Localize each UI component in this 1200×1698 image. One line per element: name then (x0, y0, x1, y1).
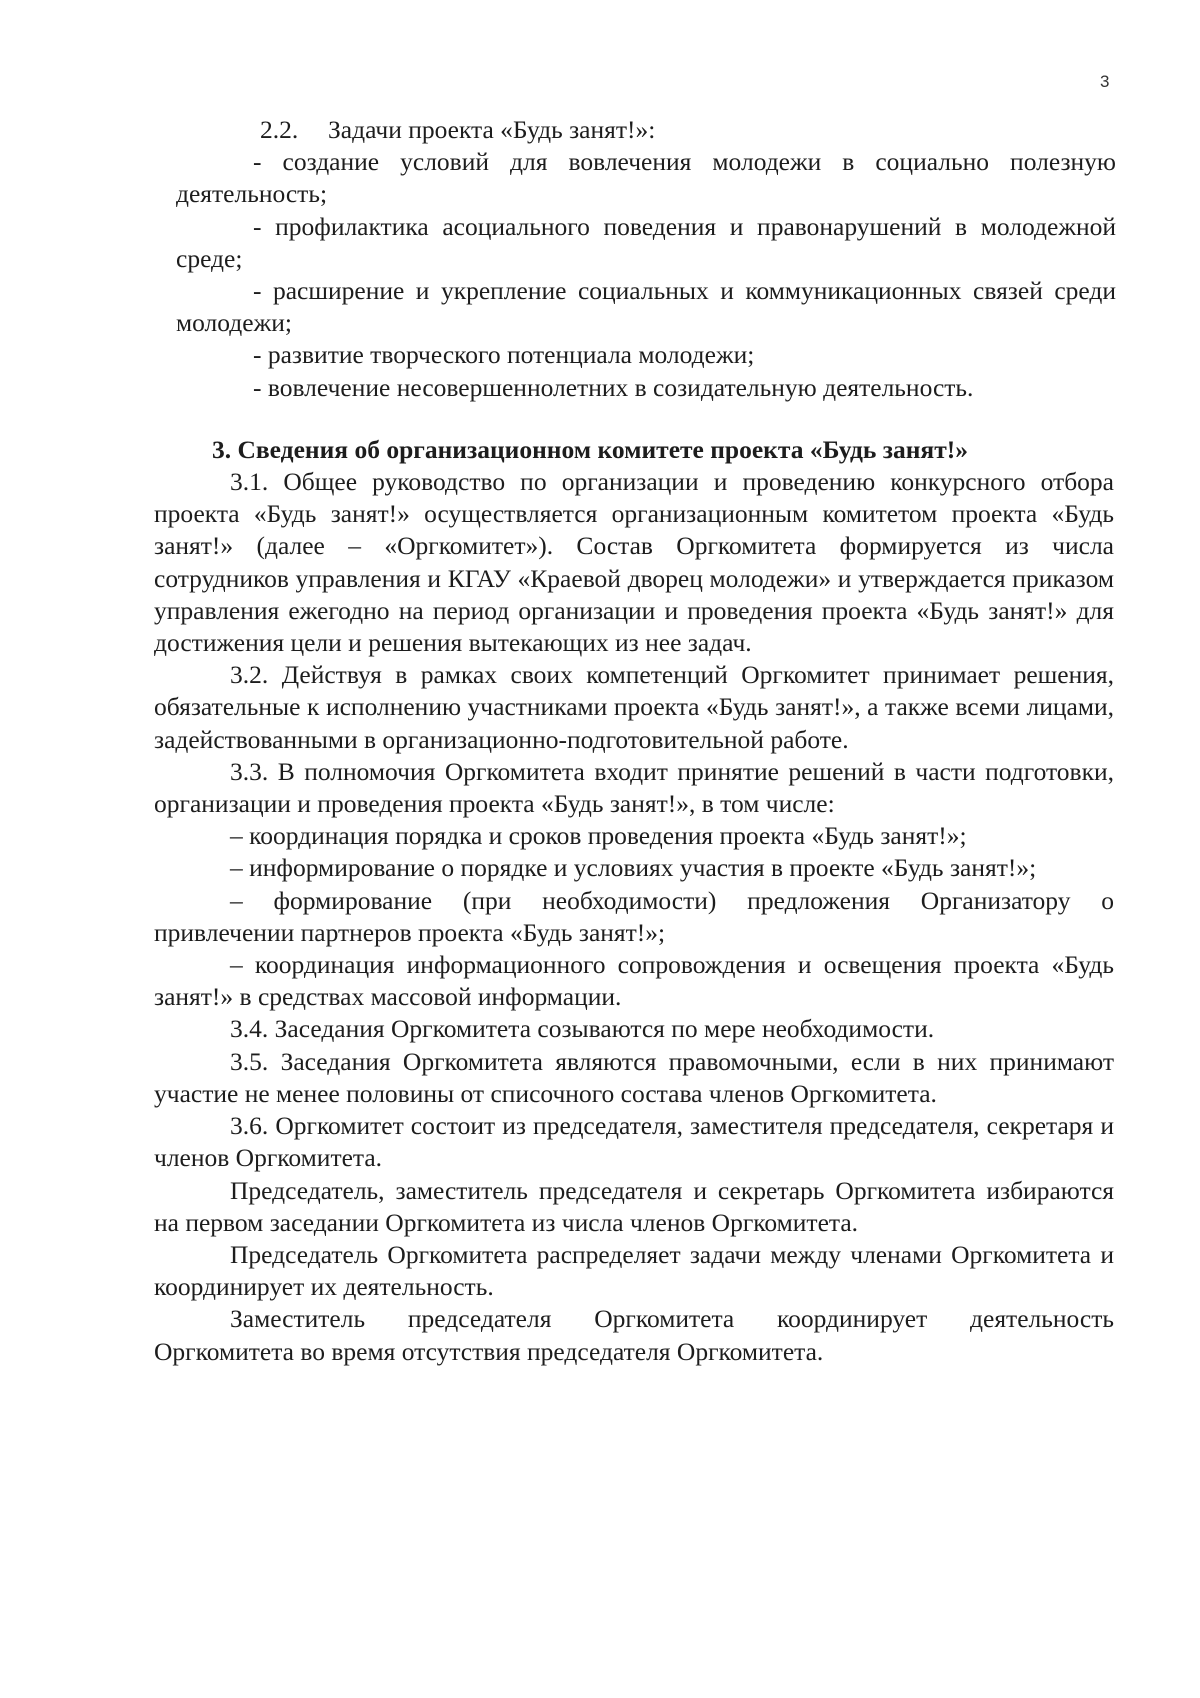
paragraph-chair-election: Председатель, заместитель председателя и секретарь Оргкомитета избираются на первом заседании Оргкомитета из числа членов Оргкомитета. (154, 1175, 1114, 1237)
paragraph-3-1: 3.1. Общее руководство по организации и проведению конкурсного отбора проекта «Будь занят!» осуществляется организационным комитетом проекта «Будь занят!» (далее – «Оргкомитет»). Состав Оргкомитета формируется из числа сотрудников управления и КГАУ «Краевой дворец молодежи» и утверждается приказом управления ежегодно на период организации и проведения проекта «Будь занят!» для достижения цели и решения вытекающих из нее задач. (154, 467, 1114, 658)
page-number: 3 (1100, 72, 1110, 91)
paragraph-chair-tasks: Председатель Оргкомитета распределяет задачи между членами Оргкомитета и координирует их деятельность. (154, 1239, 1114, 1302)
task-item-2: - профилактика асоциального поведения и правонарушений в молодежной среде; (176, 211, 1116, 273)
paragraph-3-5: 3.5. Заседания Оргкомитета являются правомочными, если в них принимают участие не менее половины от списочного состава членов Оргкомитета. (154, 1046, 1114, 1108)
section-2-2 (176, 114, 1116, 404)
section-2-2-heading (176, 114, 1116, 146)
section-2-2-title: Задачи проекта «Будь занят!»: (328, 115, 656, 144)
section-2-2-number: 2.2. (260, 115, 299, 144)
section-3-heading: 3. Сведения об организационном комитете проекта «Будь занят!» (212, 434, 968, 464)
task-item-1: - создание условий для вовлечения молодежи в социально полезную деятельность; (176, 147, 1116, 209)
task-item-4: - развитие творческого потенциала молодежи; (253, 340, 755, 370)
powers-item-3: – формирование (при необходимости) предложения Организатору о привлечении партнеров проекта «Будь занят!»; (154, 885, 1114, 947)
powers-item-1: – координация порядка и сроков проведения проекта «Будь занят!»; (230, 821, 967, 851)
task-item-3: - расширение и укрепление социальных и коммуникационных связей среди молодежи; (176, 276, 1116, 338)
paragraph-deputy: Заместитель председателя Оргкомитета координирует деятельность Оргкомитета во время отсутствия председателя Оргкомитета. (154, 1304, 1114, 1366)
powers-item-2: – информирование о порядке и условиях участия в проекте «Будь занят!»; (230, 853, 1037, 883)
task-item-5: - вовлечение несовершеннолетних в созидательную деятельность. (253, 372, 974, 402)
paragraph-3-3: 3.3. В полномочия Оргкомитета входит принятие решений в части подготовки, организации и проведения проекта «Будь занят!», в том числе: (154, 756, 1114, 819)
paragraph-3-2: 3.2. Действуя в рамках своих компетенций Оргкомитет принимает решения, обязательные к исполнению участниками проекта «Будь занят!», а также всеми лицами, задействованными в организационно-подготовительной работе. (154, 660, 1114, 754)
powers-item-4: – координация информационного сопровождения и освещения проекта «Будь занят!» в средствах массовой информации. (154, 950, 1114, 1012)
paragraph-3-6: 3.6. Оргкомитет состоит из председателя, заместителя председателя, секретаря и членов Оргкомитета. (154, 1111, 1114, 1173)
paragraph-3-4: 3.4. Заседания Оргкомитета созываются по мере необходимости. (230, 1014, 935, 1044)
section-3 (154, 434, 1114, 1368)
document-body (154, 114, 1116, 1368)
